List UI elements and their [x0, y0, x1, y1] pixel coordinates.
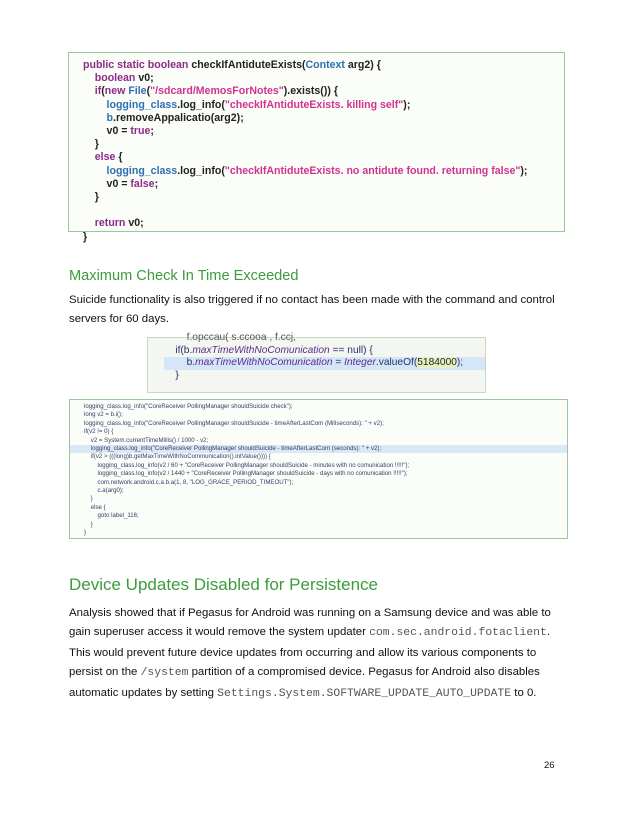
code-screenshot-antidote-check	[68, 52, 565, 243]
code-line: }	[83, 138, 99, 151]
code-line: logging_class.log_info(v2 / 1440 + "CoreReceiver PollingManager shouldSuicide - days with no comunication !!!!!");	[84, 470, 408, 478]
code-line-cropped: f.opccau( s.ccooa , f.ccj,	[164, 332, 296, 343]
code-line: }	[83, 191, 99, 204]
paragraph-text: Analysis showed that if Pegasus for Android was running on a Samsung device and was able to gain superuser access it would remove the system updater	[69, 607, 551, 639]
code-line: goto label_116;	[84, 512, 139, 520]
code-line: v0 = true;	[83, 125, 154, 138]
code-inline: /system	[140, 667, 189, 680]
code-token: Integer	[344, 357, 376, 369]
code-line: logging_class.log_info("CoreReceiver PollingManager shouldSuicide - timeAfterLastCom (MilIseconds): " + v2);	[84, 419, 384, 427]
code-number: 5184000	[417, 357, 457, 369]
code-token: );	[456, 357, 464, 369]
code-token: if(b.	[164, 344, 193, 356]
section-heading-max-check: Maximum Check In Time Exceeded	[69, 268, 299, 284]
code-line-highlighted	[164, 357, 485, 370]
code-token: maxTimeWithNoComunication	[195, 357, 333, 369]
code-line: long v2 = b.i();	[84, 411, 123, 419]
code-token: maxTimeWithNoComunication	[192, 344, 330, 356]
code-line: else {	[83, 151, 123, 164]
code-line: b.removeAppalicatio(arg2);	[83, 111, 244, 124]
code-inline: Settings.System.SOFTWARE_UPDATE_AUTO_UPDATE	[217, 687, 512, 700]
code-token: == null) {	[329, 344, 373, 356]
code-inline: com.sec.android.fotaclient	[369, 627, 547, 640]
code-screenshot-should-suicide	[69, 399, 568, 539]
section-heading-device-updates: Device Updates Disabled for Persistence	[69, 575, 378, 594]
code-line: v0 = false;	[83, 177, 159, 190]
code-line: com.network.android.c.a.b.a(1, 8, "LOG_GRACE_PERIOD_TIMEOUT");	[84, 478, 294, 486]
code-line: }	[164, 369, 179, 381]
code-line: logging_class.log_info("CoreReceiver PollingManager shouldSuicide check");	[84, 403, 293, 410]
paragraph-text: partition of a compromised device. Pegasus for Android also disables automatic updates by setting	[69, 666, 540, 699]
code-line: logging_class.log_info("checkIfAntiduteExists. no antidute found. returning false");	[83, 164, 528, 177]
code-line: return v0;	[83, 217, 144, 230]
code-line-highlighted: logging_class.log_info("CoreReceiver PollingManager shouldSuicide - timeAfterLastCom (seconds): " + v2);	[70, 445, 567, 453]
section-paragraph-max-check: Suicide functionality is also triggered if no contact has been made with the command and control servers for 60 days.	[69, 294, 555, 326]
code-line	[164, 345, 485, 358]
code-line: }	[84, 520, 93, 528]
paragraph-text: to 0.	[511, 686, 537, 699]
code-token: =	[332, 357, 345, 369]
code-token: b.	[164, 357, 196, 369]
paragraph-text: . This would prevent future device updates from occurring and allow its various components to persist on the	[69, 626, 551, 679]
code-line	[83, 204, 564, 217]
code-line: if(v2 > (((long)b.getMaxTimeWithNoCommunication().intValue()))) {	[84, 453, 271, 461]
code-line: logging_class.log_info(v2 / 60 + "CoreReceiver PollingManager shouldSuicide - minutes with no comunication !!!!!");	[84, 461, 410, 469]
code-line: }	[83, 230, 88, 243]
code-screenshot-max-time	[147, 332, 486, 393]
page-number: 26	[544, 760, 555, 771]
code-line: }	[84, 529, 87, 537]
code-token: .valueOf(	[375, 357, 418, 369]
code-line: boolean v0;	[83, 72, 154, 85]
section-paragraph-device-updates	[69, 604, 569, 704]
code-line: public static boolean checkIfAntiduteExists(Context arg2) {	[83, 59, 381, 71]
code-line: logging_class.log_info("checkIfAntiduteExists. killing self");	[83, 98, 411, 111]
code-line: if(v2 != 0) {	[84, 428, 114, 436]
code-line: }	[84, 495, 93, 503]
code-line: c.a(arg0);	[84, 487, 124, 495]
code-line: else {	[84, 503, 106, 511]
code-line: v2 = System.currentTimeMillis() / 1000 - v2;	[84, 436, 209, 444]
code-line: if(new File("/sdcard/MemosForNotes").exists()) {	[83, 85, 338, 98]
